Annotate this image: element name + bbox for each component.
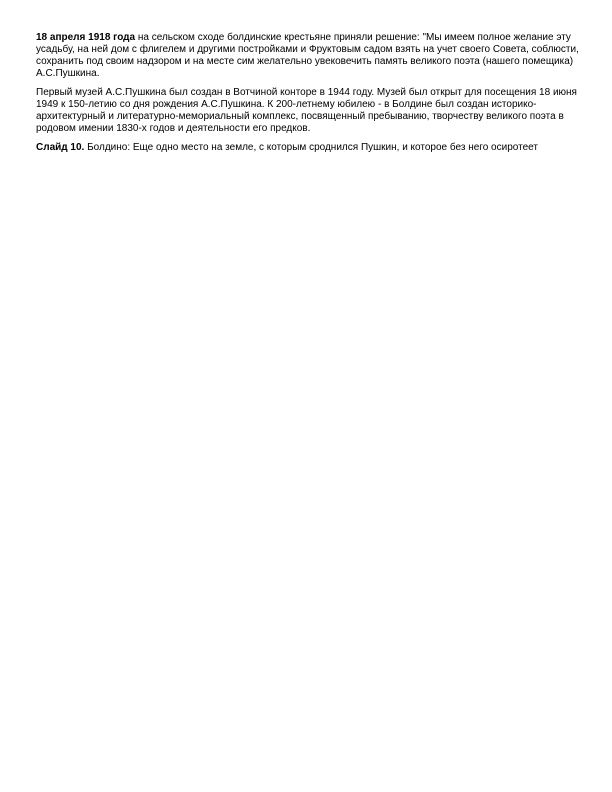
paragraph-body: Болдино: Еще одно место на земле, с которым сроднился Пушкин, и которое без него осиротеет bbox=[84, 142, 538, 153]
paragraph-body: Первый музей А.С.Пушкина был создан в Вотчиной конторе в 1944 году. Музей был открыт для посещения 18 июня 1949 к 150-летию со дня рождения А.С.Пушкина. К 200-летнему юбилею - в Болдине был создан историко-архитектурный и литературно-мемориальный комплекс, посвященный пребыванию, творчеству великого поэта в родовом имении 1830-х годов и деятельности его предков. bbox=[36, 87, 577, 134]
paragraph-date-lead: 18 апреля 1918 года bbox=[36, 32, 136, 43]
document-page bbox=[36, 32, 580, 161]
slide-number-lead: Слайд 10. bbox=[36, 142, 85, 153]
paragraph-boldino-1918 bbox=[36, 32, 580, 80]
paragraph-slide-10 bbox=[36, 142, 580, 154]
paragraph-body: на сельском сходе болдинские крестьяне приняли решение: "Мы имеем полное желание эту усадьбу, на ней дом с флигелем и другими постройками и Фруктовым садом взять на учет своего Совета, соблюсти, сохранить под своим надзором и на месте сим желательно увековечить память великого поэта (нашего помещика) А.С.Пушкина. bbox=[36, 32, 579, 79]
paragraph-museum-history bbox=[36, 87, 580, 135]
